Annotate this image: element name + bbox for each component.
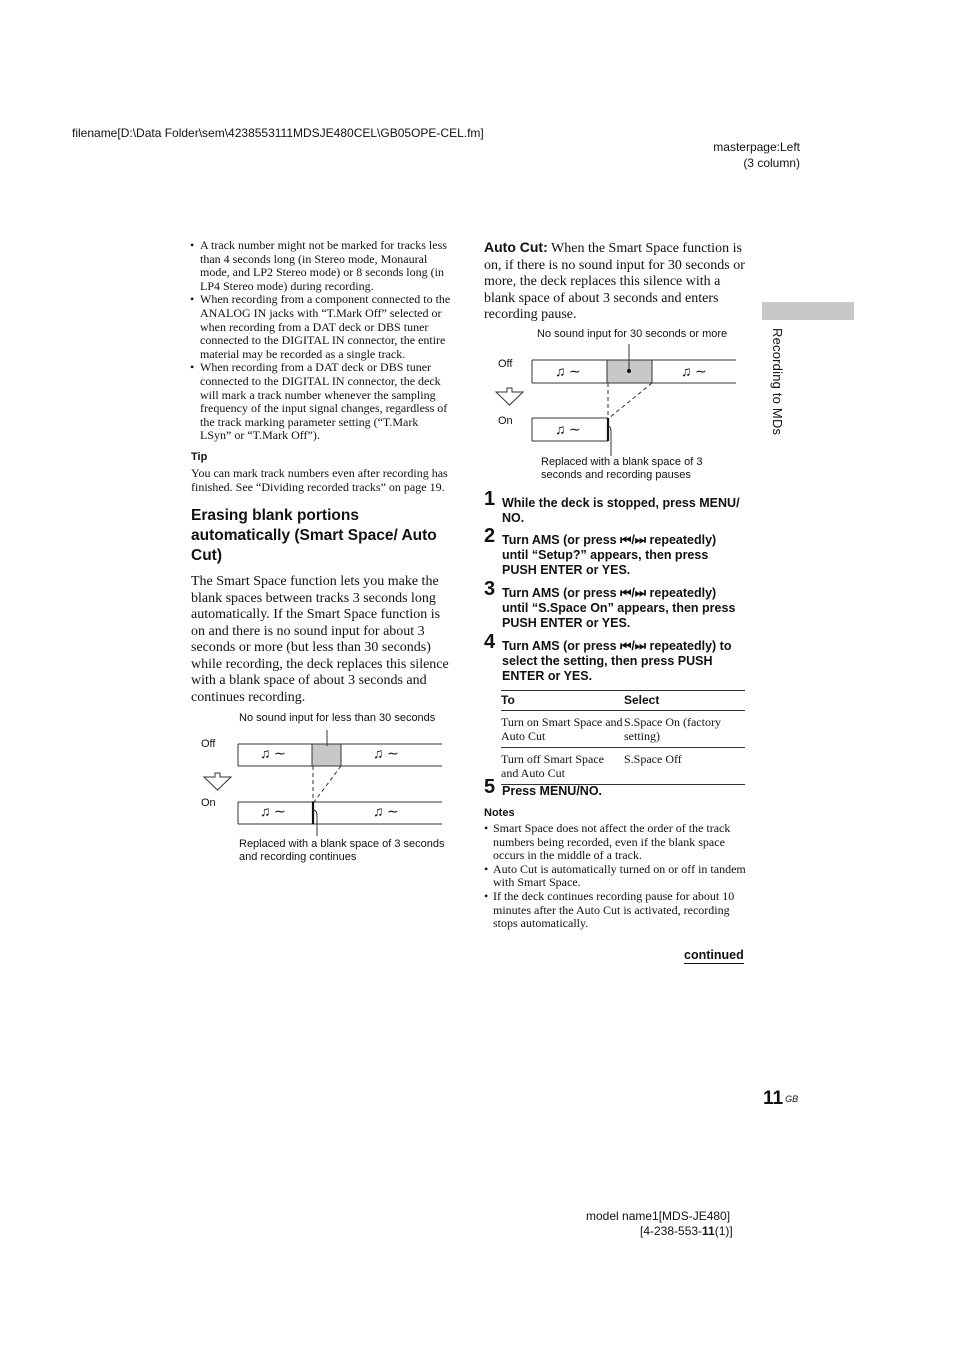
caption-line: and recording continues <box>239 851 357 863</box>
table-cell: Turn off Smart Space and Auto Cut <box>501 748 624 785</box>
page-number-value: 11 <box>763 1088 784 1109</box>
smart-space-body: The Smart Space function lets you make the blank spaces between tracks 3 seconds long automatically. If the Smart Space function is on and there is no sound input for about 3 seconds or more (but less than 30 seconds) while recording, the deck replaces this silence with a blank space of about 3 seconds and continues recording. <box>191 574 449 705</box>
pointer-dot <box>627 369 631 373</box>
tip-heading: Tip <box>191 451 208 463</box>
step-number: 1 <box>484 488 496 510</box>
continued-label: continued <box>684 948 744 962</box>
step-5 <box>484 776 746 799</box>
step-text: Turn AMS (or press ⏮/⏭ repeatedly) until “S.Space On” appears, then press PUSH ENTER or YES. <box>502 586 736 630</box>
step-4 <box>484 631 746 684</box>
part-prefix: [4-238-553- <box>640 1224 703 1238</box>
step-text: Turn AMS (or press ⏮/⏭ repeatedly) until “Setup?” appears, then press PUSH ENTER or YES. <box>502 533 717 577</box>
table-header-to: To <box>501 691 624 711</box>
step-2 <box>484 525 746 578</box>
diagram-on-label: On <box>498 415 513 427</box>
table-cell: S.Space Off <box>624 748 745 785</box>
step-number: 2 <box>484 525 496 547</box>
part-number <box>640 1224 733 1238</box>
list-item: • When recording from a component connected to the ANALOG IN jacks with “T.Mark Off” selected or when recording from a DAT deck or DBS tuner connected to the DIGITAL IN connector, the entire material may be recorded as a single track. <box>190 293 452 361</box>
step-1 <box>484 488 746 526</box>
page-suffix: GB <box>785 1094 799 1104</box>
table-cell: Turn on Smart Space and Auto Cut <box>501 711 624 748</box>
auto-cut-paragraph <box>484 239 746 324</box>
dashed-guide <box>609 383 652 418</box>
list-item: • Smart Space does not affect the order of the track numbers being recorded, even if the blank space occurs in the middle of a track. <box>484 822 746 863</box>
step-text: While the deck is stopped, press MENU/ NO. <box>502 496 740 525</box>
caption-line: Replaced with a blank space of 3 <box>541 456 703 468</box>
step-3 <box>484 578 746 631</box>
dashed-guide <box>314 766 341 802</box>
auto-cut-label: Auto Cut: <box>484 239 548 255</box>
part-bold: 11 <box>702 1224 715 1238</box>
diagram-off-label: Off <box>498 358 513 370</box>
setting-table <box>501 690 745 785</box>
masterpage-line1: masterpage:Left <box>713 140 800 154</box>
table-header-select: Select <box>624 691 745 711</box>
model-name: model name1[MDS-JE480] <box>586 1209 731 1223</box>
diagram-bottom-caption <box>239 838 444 864</box>
caption-line: Replaced with a blank space of 3 seconds <box>239 838 445 850</box>
part-suffix: (1)] <box>714 1224 733 1238</box>
tip-text: You can mark track numbers even after recording has finished. See “Dividing recorded tracks” on page 19. <box>191 466 448 494</box>
music-icon: ♫ ∼ <box>260 805 286 820</box>
table-row <box>501 748 745 785</box>
notes-list <box>484 822 746 931</box>
diagram-bottom-caption <box>541 456 702 482</box>
down-arrow-icon <box>204 773 231 790</box>
music-icon: ♫ ∼ <box>260 747 286 762</box>
music-icon: ♫ ∼ <box>555 365 581 380</box>
list-item: • A track number might not be marked for tracks less than 4 seconds long (in Stereo mode, Monaural mode, and LP2 Stereo mode) or 8 seconds long (in LP4 Stereo mode) during recording. <box>190 239 452 293</box>
auto-cut-diagram <box>490 340 740 458</box>
silence-block <box>312 744 341 766</box>
step-number: 3 <box>484 578 496 600</box>
step-text: Press MENU/NO. <box>502 784 603 798</box>
side-tab-bar <box>762 302 854 320</box>
page-number <box>763 1088 798 1110</box>
caption-line: seconds and recording pauses <box>541 469 691 481</box>
music-icon: ♫ ∼ <box>555 423 581 438</box>
table-header-row <box>501 691 745 711</box>
diagram-top-caption: No sound input for 30 seconds or more <box>537 328 728 340</box>
list-item: • If the deck continues recording pause for about 10 minutes after the Auto Cut is activated, recording stops automatically. <box>484 890 746 931</box>
music-icon: ♫ ∼ <box>373 805 399 820</box>
music-icon: ♫ ∼ <box>681 365 707 380</box>
table-cell: S.Space On (factory setting) <box>624 711 745 748</box>
section-heading: Erasing blank portions automatically (Smart Space/ Auto Cut) <box>191 507 437 564</box>
diagram-off-label: Off <box>201 738 216 750</box>
table-row <box>501 711 745 748</box>
side-tab-label: Recording to MDs <box>770 328 785 436</box>
bullet-list <box>190 239 452 443</box>
step-number: 5 <box>484 776 496 798</box>
list-item: • When recording from a DAT deck or DBS tuner connected to the DIGITAL IN connector, the deck will mark a track number whenever the sampling frequency of the input signal changes, regardless of the track marking parameter setting (“T.Mark LSyn” or “T.Mark Off”). <box>190 361 452 443</box>
filename-header: filename[D:\Data Folder\sem\4238553111MDSJE480CEL\GB05OPE-CEL.fm] <box>72 126 484 140</box>
music-icon: ♫ ∼ <box>373 747 399 762</box>
step-text: Turn AMS (or press ⏮/⏭ repeatedly) to select the setting, then press PUSH ENTER or YES. <box>502 639 732 683</box>
auto-cut-text: When the Smart Space function is on, if there is no sound input for 30 seconds or more, the deck replaces this silence with a blank space of about 3 seconds and enters recording pause. <box>484 241 745 322</box>
diagram-on-label: On <box>201 797 216 809</box>
notes-heading: Notes <box>484 807 515 819</box>
diagram-top-caption: No sound input for less than 30 seconds <box>239 712 436 724</box>
down-arrow-icon <box>496 388 523 405</box>
step-number: 4 <box>484 631 496 653</box>
smart-space-diagram <box>196 726 446 844</box>
masterpage-line2: (3 column) <box>743 156 800 170</box>
masterpage-label <box>713 139 800 171</box>
list-item: • Auto Cut is automatically turned on or off in tandem with Smart Space. <box>484 863 746 890</box>
